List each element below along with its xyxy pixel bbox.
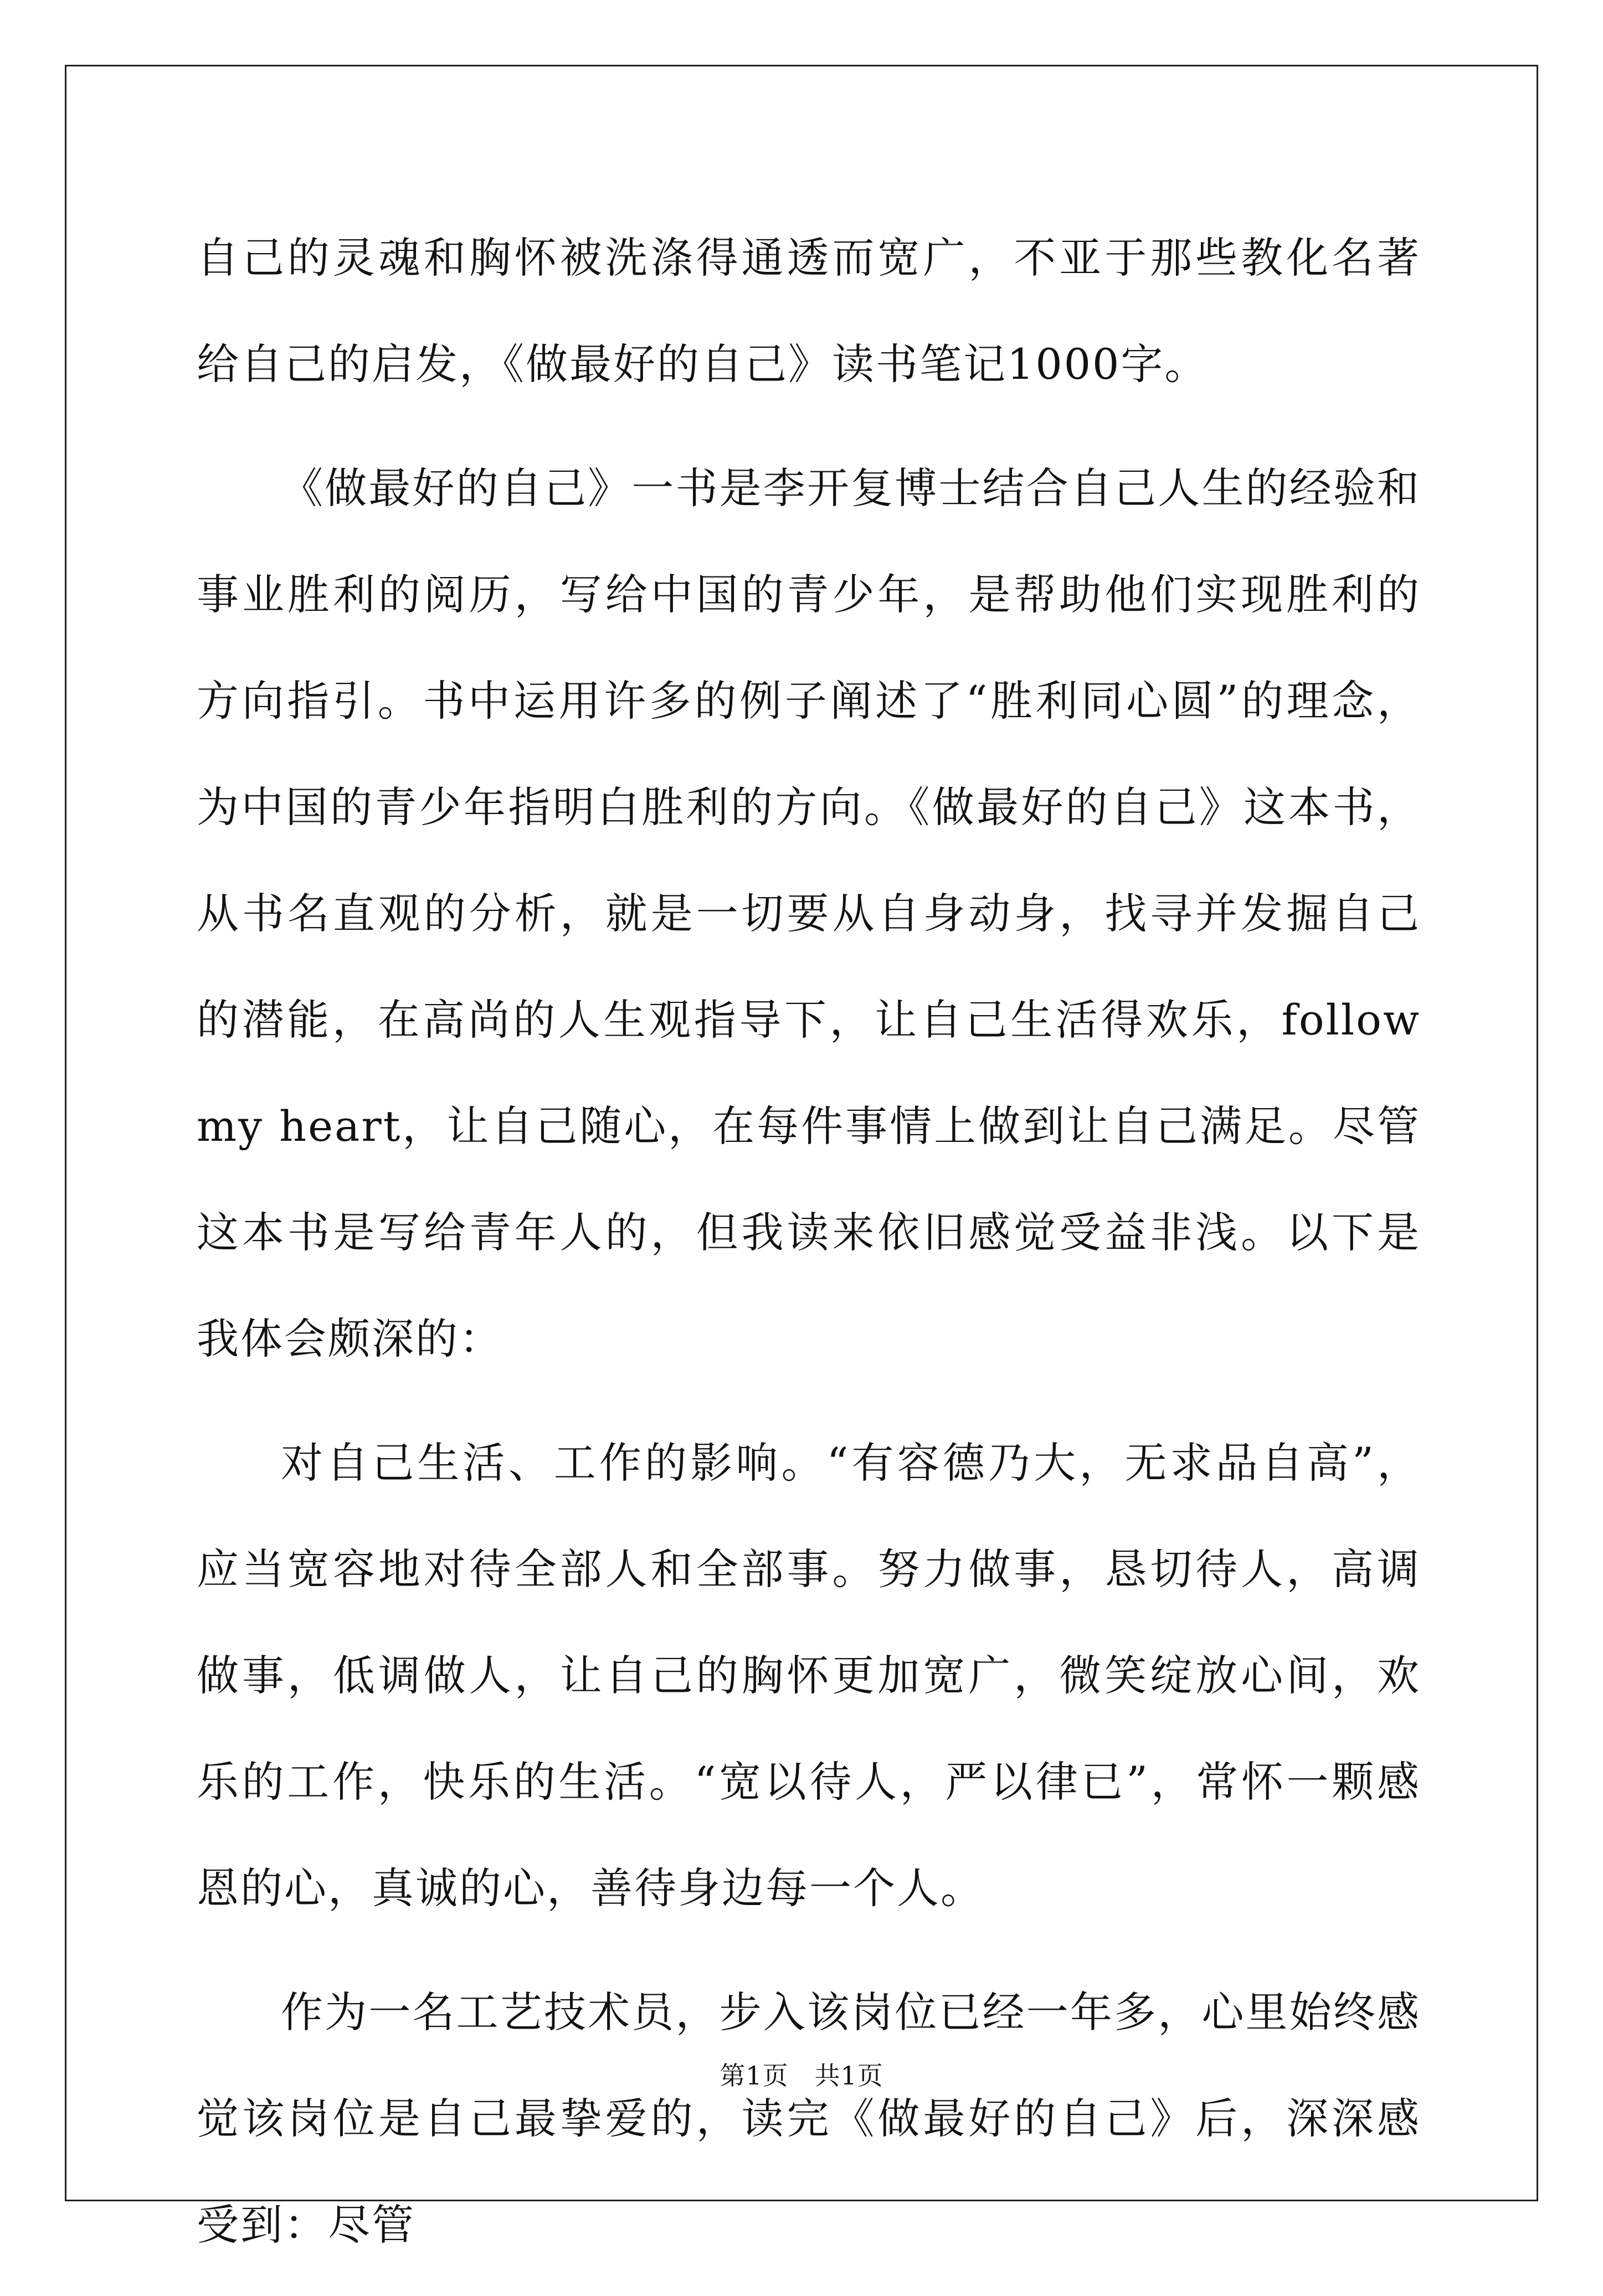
paragraph-2: 《做最好的自己》一书是李开复博士结合自己人生的经验和事业胜利的阅历，写给中国的青少年，是帮助他们实现胜利的方向指引。书中运用许多的例子阐述了“胜利同心圆”的理念，为中国的青少年指明白胜利的方向。《做最好的自己》这本书，从书名直观的分析，就是一切要从自身动身，找寻并发掘自己的潜能，在高尚的人生观指导下，让自己生活得欢乐，follow my heart，让自己随心，在每件事情上做到让自己满足。尽管这本书是写给青年人的，但我读来依旧感觉受益非浅。以下是我体会颇深的：	[197, 464, 1421, 1363]
paragraph-4: 作为一名工艺技术员，步入该岗位已经一年多，心里始终感觉该岗位是自己最挚爱的，读完《做最好的自己》后，深深感受到：尽管	[197, 1988, 1421, 2249]
page-total-label: 共1页	[814, 2061, 883, 2091]
page-footer	[0, 2059, 1603, 2092]
page-number-label: 第1页	[720, 2061, 789, 2091]
paragraph-1: 自己的灵魂和胸怀被洗涤得通透而宽广，不亚于那些教化名著给自己的启发，《做最好的自己》读书笔记1000字。	[197, 233, 1421, 389]
document-body	[197, 205, 1421, 2296]
paragraph-3: 对自己生活、工作的影响。“有容德乃大，无求品自高”，应当宽容地对待全部人和全部事。努力做事，恳切待人，高调做事，低调做人，让自己的胸怀更加宽广，微笑绽放心间，欢乐的工作，快乐的生活。“宽以待人，严以律已”，常怀一颗感恩的心，真诚的心，善待身边每一个人。	[197, 1438, 1421, 1913]
